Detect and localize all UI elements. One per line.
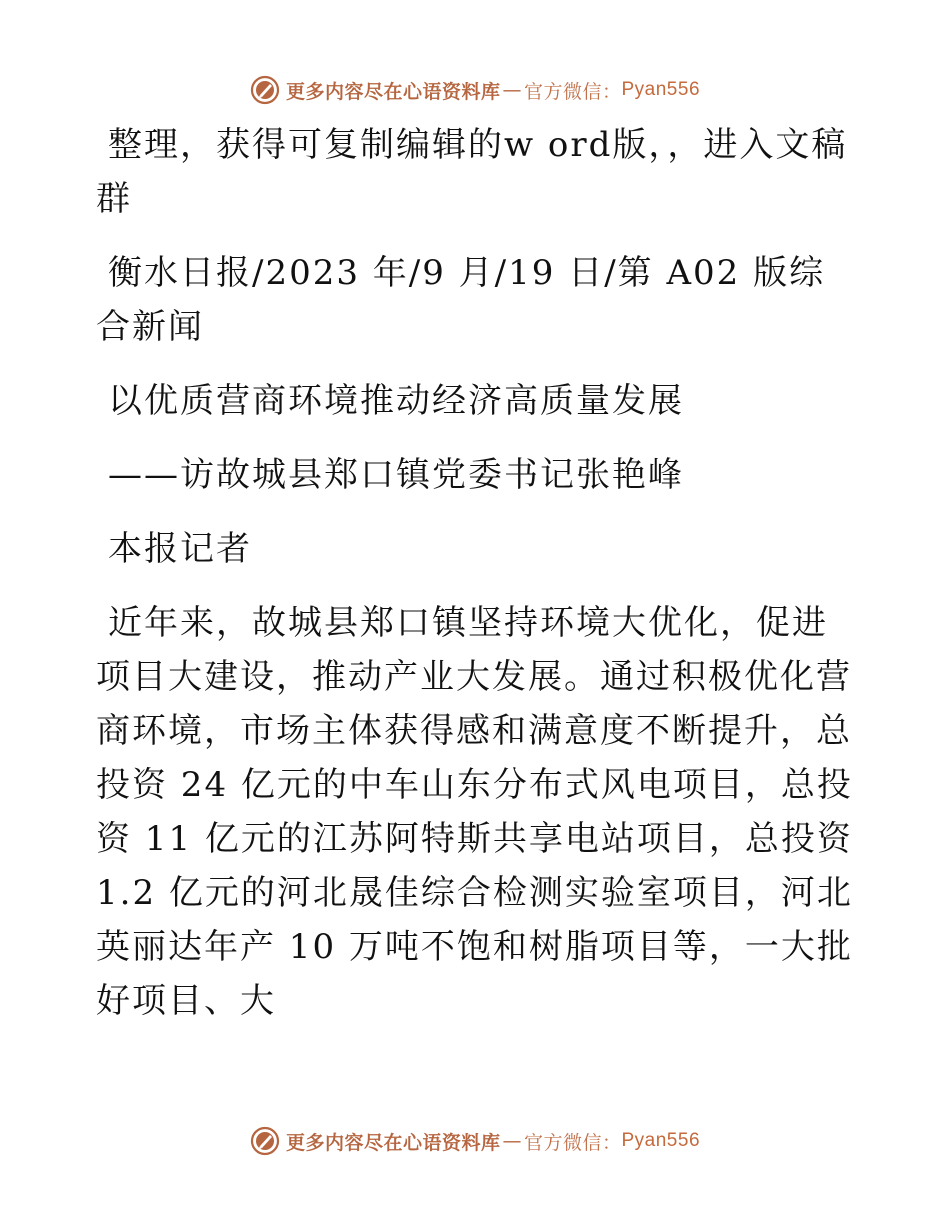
watermark-label: 官方微信： <box>523 1131 622 1154</box>
watermark-separator: — <box>502 1130 522 1152</box>
pen-logo-icon <box>250 1126 280 1156</box>
document-body <box>96 118 866 1048</box>
paragraph-source: 衡水日报/2023 年/9 月/19 日/第 A02 版综合新闻 <box>96 253 826 347</box>
article-subtitle: ——访故城县郑口镇党委书记张艳峰 <box>108 455 684 495</box>
watermark-separator: — <box>502 79 522 101</box>
footer-watermark <box>0 1123 950 1159</box>
header-watermark <box>0 72 950 108</box>
watermark-id: Pyan556 <box>621 79 701 100</box>
article-title: 以优质营商环境推动经济高质量发展 <box>108 381 684 421</box>
paragraph-intro: 整理，获得可复制编辑的w ord版，，进入文稿群 <box>96 125 848 219</box>
watermark-label: 官方微信： <box>523 80 622 103</box>
paragraph-body: 近年来，故城县郑口镇坚持环境大优化，促进项目大建设，推动产业大发展。通过积极优化营商环境，市场主体获得感和满意度不断提升，总投资 24 亿元的中车山东分布式风电项目，总投资 11 亿元的江苏阿特斯共享电站项目，总投资 1.2 亿元的河北晟佳综合检测实验室项目，河北英丽达年产 10 万吨不饱和树脂项目等，一大批好项目、大 <box>96 603 866 1021</box>
article-byline: 本报记者 <box>108 529 252 569</box>
watermark-text: 更多内容尽在心语资料库 <box>285 80 501 103</box>
watermark-text: 更多内容尽在心语资料库 <box>285 1131 501 1154</box>
pen-logo-icon <box>250 75 280 105</box>
watermark-id: Pyan556 <box>621 1130 701 1151</box>
